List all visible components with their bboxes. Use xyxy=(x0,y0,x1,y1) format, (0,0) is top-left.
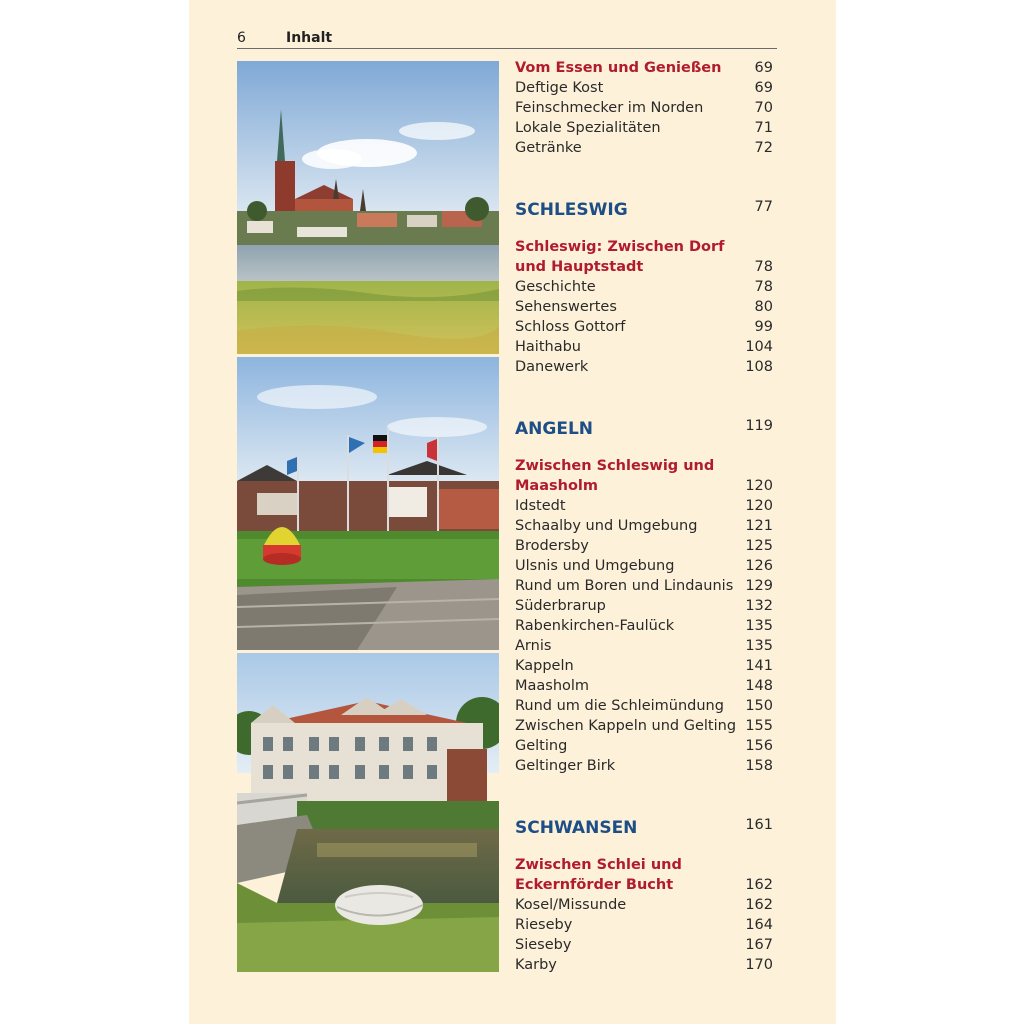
toc-chapter-title xyxy=(515,257,773,277)
toc-entry xyxy=(515,536,773,556)
toc-entry xyxy=(515,317,773,337)
toc-label: Schaalby und Umgebung xyxy=(515,518,698,534)
toc-page-number: 121 xyxy=(745,518,773,534)
photo-column xyxy=(237,61,499,972)
toc-entry xyxy=(515,756,773,776)
toc-page-number: 148 xyxy=(745,678,773,694)
toc-page-number: 161 xyxy=(745,817,773,833)
toc-entry xyxy=(515,78,773,98)
manor-house-pond-photo xyxy=(237,653,499,972)
toc-entry xyxy=(515,596,773,616)
toc-page-number: 150 xyxy=(745,698,773,714)
toc-page-number: 69 xyxy=(754,80,773,96)
toc-label: Rieseby xyxy=(515,917,573,933)
toc-chapter-title xyxy=(515,476,773,496)
toc-chapter-title xyxy=(515,875,773,895)
toc-entry xyxy=(515,576,773,596)
toc-page-number: 155 xyxy=(745,718,773,734)
toc-label: Rabenkirchen-Faulück xyxy=(515,618,675,634)
toc-page-number: 78 xyxy=(754,259,773,275)
toc-page-number: 78 xyxy=(754,279,773,295)
toc-entry xyxy=(515,496,773,516)
toc-page-number: 162 xyxy=(745,877,773,893)
toc-entry xyxy=(515,357,773,377)
toc-entry xyxy=(515,676,773,696)
toc-page-number: 158 xyxy=(745,758,773,774)
toc-entry xyxy=(515,935,773,955)
toc-label: Rund um Boren und Lindaunis xyxy=(515,578,734,594)
toc-label: Kappeln xyxy=(515,658,574,674)
toc-section-heading xyxy=(515,200,773,220)
page-title: Inhalt xyxy=(286,30,333,46)
toc-page-number: 141 xyxy=(745,658,773,674)
toc-entry xyxy=(515,716,773,736)
toc-label: Lokale Spezialitäten xyxy=(515,120,661,136)
toc-label: Schloss Gottorf xyxy=(515,319,626,335)
toc-label: Rund um die Schleimündung xyxy=(515,698,724,714)
toc-page-number: 70 xyxy=(754,100,773,116)
toc-label: Getränke xyxy=(515,140,582,156)
toc-label: Ulsnis und Umgebung xyxy=(515,558,675,574)
toc-page-number: 162 xyxy=(745,897,773,913)
toc-label: Geschichte xyxy=(515,279,596,295)
toc-label: ANGELN xyxy=(515,419,594,439)
toc-section-heading xyxy=(515,419,773,439)
page-header xyxy=(237,30,777,50)
toc-entry xyxy=(515,138,773,158)
schleswig-cathedral-photo xyxy=(237,61,499,354)
toc-label: Vom Essen und Genießen xyxy=(515,60,722,76)
toc-label: Deftige Kost xyxy=(515,80,604,96)
toc-entry xyxy=(515,616,773,636)
toc-page-number: 72 xyxy=(754,140,773,156)
toc-page-number: 135 xyxy=(745,638,773,654)
toc-entry xyxy=(515,696,773,716)
toc-label: Danewerk xyxy=(515,359,589,375)
toc-page-number: 104 xyxy=(745,339,773,355)
toc-label: Zwischen Kappeln und Gelting xyxy=(515,718,737,734)
toc-entry xyxy=(515,556,773,576)
toc-entry xyxy=(515,955,773,975)
toc-page-number: 120 xyxy=(745,478,773,494)
toc-entry xyxy=(515,297,773,317)
toc-label: Maasholm xyxy=(515,678,590,694)
toc-label: SCHWANSEN xyxy=(515,818,638,838)
toc-label: und Hauptstadt xyxy=(515,259,644,275)
toc-page-number: 77 xyxy=(754,199,773,215)
toc-label: Karby xyxy=(515,957,557,973)
toc-entry xyxy=(515,656,773,676)
toc-page-number: 132 xyxy=(745,598,773,614)
toc-page-number: 108 xyxy=(745,359,773,375)
toc-entry xyxy=(515,895,773,915)
toc-chapter-title xyxy=(515,58,773,78)
toc-label: Maasholm xyxy=(515,478,598,494)
toc-entry xyxy=(515,516,773,536)
toc-page-number: 170 xyxy=(745,957,773,973)
toc-label: Geltinger Birk xyxy=(515,758,616,774)
toc-page-number: 135 xyxy=(745,618,773,634)
toc-page-number: 80 xyxy=(754,299,773,315)
toc-page-number: 99 xyxy=(754,319,773,335)
toc-entry xyxy=(515,337,773,357)
toc-page-number: 69 xyxy=(754,60,773,76)
toc-label: Schleswig: Zwischen Dorf xyxy=(515,239,725,255)
toc-chapter-title xyxy=(515,456,773,476)
toc-label: Zwischen Schleswig und xyxy=(515,458,715,474)
toc-label: Sehenswertes xyxy=(515,299,617,315)
toc-page-number: 119 xyxy=(745,418,773,434)
toc-label: Süderbrarup xyxy=(515,598,606,614)
toc-entry xyxy=(515,736,773,756)
toc-label: Feinschmecker im Norden xyxy=(515,100,704,116)
toc-page-number: 164 xyxy=(745,917,773,933)
toc-entry xyxy=(515,915,773,935)
header-divider xyxy=(237,48,777,49)
toc-section-heading xyxy=(515,818,773,838)
toc-label: Haithabu xyxy=(515,339,581,355)
toc-page-number: 125 xyxy=(745,538,773,554)
toc-entry xyxy=(515,98,773,118)
toc-page-number: 120 xyxy=(745,498,773,514)
toc-page-number: 156 xyxy=(745,738,773,754)
toc-page-number: 126 xyxy=(745,558,773,574)
toc-label: Arnis xyxy=(515,638,552,654)
toc-label: Zwischen Schlei und xyxy=(515,857,682,873)
toc-chapter-title xyxy=(515,237,773,257)
toc-label: Eckernförder Bucht xyxy=(515,877,674,893)
toc-page-number: 71 xyxy=(754,120,773,136)
toc-entry xyxy=(515,118,773,138)
toc-chapter-title xyxy=(515,855,773,875)
toc-label: Sieseby xyxy=(515,937,572,953)
toc-label: Idstedt xyxy=(515,498,566,514)
toc-entry xyxy=(515,636,773,656)
toc-label: SCHLESWIG xyxy=(515,200,628,220)
toc-page-number: 129 xyxy=(745,578,773,594)
toc-label: Gelting xyxy=(515,738,568,754)
toc-page-number: 167 xyxy=(745,937,773,953)
harbor-flags-photo xyxy=(237,357,499,650)
toc-label: Kosel/Missunde xyxy=(515,897,627,913)
page-number: 6 xyxy=(237,30,246,46)
toc-label: Brodersby xyxy=(515,538,589,554)
toc-entry xyxy=(515,277,773,297)
